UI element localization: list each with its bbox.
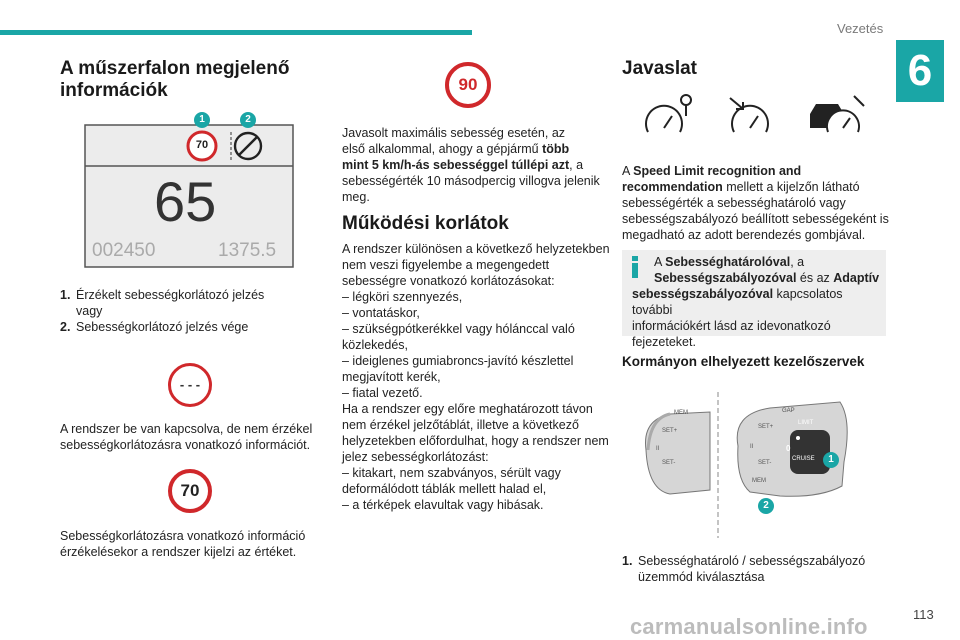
stalk-right-set-minus: SET- (758, 460, 772, 466)
steering-stalk-illustration (640, 390, 866, 540)
col1-title-line2: információk (60, 80, 168, 101)
legend-list (60, 287, 300, 335)
stalk-left-set-minus: SET- (662, 460, 676, 466)
cruise-control-icon (730, 98, 768, 132)
stalk-zero-label: 0 (786, 444, 791, 453)
info-box-text: A Sebességhatárolóval, a Sebességszabályozóval és az Adaptív sebességszabályozóval kapcsolatos további információkért lásd az idevonatkozó fejezeteket. (632, 255, 880, 349)
stalk-right-pause: II (750, 444, 754, 450)
instrument-display-illustration (84, 110, 294, 270)
callout-badge-stalk-2: 2 (758, 498, 774, 514)
display-odometer: 002450 (92, 240, 156, 261)
function-icons-row (642, 92, 872, 140)
stalk-left-mem: MEM (674, 410, 688, 416)
speed-limit-70-sign-icon: 70 (168, 469, 212, 513)
watermark: carmanualsonline.info (630, 614, 868, 639)
legend-item-2: 2. Sebességkorlátozó jelzés vége (60, 320, 249, 334)
header-accent-bar (0, 30, 472, 35)
no-limit-detected-icon: - - - (168, 363, 212, 407)
stalk-right-set-plus: SET+ (758, 424, 774, 430)
col2-para1: Javasolt maximális sebesség esetén, az első alkalommal, ahogy a gépjármű több mint 5 km/h-ás sebességgel túllépi azt, a sebességérték 10 másodpercig villogva jelenik meg. (342, 126, 600, 204)
display-trip: 1375.5 (218, 240, 277, 261)
info-box (622, 250, 886, 349)
legend-item-1: 1. Érzékelt sebességkorlátozó jelzés vagy (60, 288, 265, 318)
stalk-limit-label: LIMIT (798, 420, 814, 426)
recommendation-text: A Speed Limit recognition and recommendation mellett a kijelzőn látható sebességérték a sebességhatároló vagy sebességszabályozó beállított sebességeként is megadható az adott berendezés gombjával. (622, 164, 889, 242)
adaptive-cruise-control-icon (810, 96, 864, 132)
callout-badge-1: 1 (194, 112, 210, 128)
stalk-cruise-label: CRUISE (792, 456, 815, 462)
section-title: Vezetés (837, 21, 884, 36)
col1-para1: A rendszer be van kapcsolva, de nem érzékel sebességkorlátozásra vonatkozó információt. (60, 422, 313, 452)
operating-limits-heading: Működési korlátok (342, 213, 509, 234)
col1-title-line1: A műszerfalon megjelenő (60, 58, 290, 79)
recommendation-heading: Javaslat (622, 58, 698, 79)
page-number: 113 (913, 607, 934, 622)
col1-title (60, 58, 289, 102)
stalk-left-set-plus: SET+ (662, 428, 678, 434)
callout-badge-stalk-1: 1 (823, 452, 839, 468)
col1-para2: Sebességkorlátozásra vonatkozó információ érzékelésekor a rendszer kijelzi az értéket. (60, 529, 306, 559)
stalk-left-pause: II (656, 446, 660, 452)
recommended-speed-90-sign-icon: 90 (445, 62, 491, 108)
steering-controls-item-1: 1. Sebességhatároló / sebességszabályozó üzemmód kiválasztása (622, 554, 866, 584)
steering-controls-heading: Kormányon elhelyezett kezelőszervek (622, 354, 865, 369)
speed-limiter-icon (646, 95, 691, 132)
stalk-right-mem: MEM (752, 478, 766, 484)
operating-limits-text: A rendszer különösen a következő helyzetekben nem veszi figyelembe a megengedett sebességre vonatkozó korlátozásokat: – légköri szennyezés, – vontatáskor, – szükségpótkerékkel vagy hólánccal való közlekedés, – ideiglenes gumiabroncs-javító készlettel megjavított kerék, – fiatal vezető. Ha a rendszer egy előre meghatározott távon nem érzékel jelzőtáblát, illetve a következő helyzetekben előfordulhat, hogy a rendszer nem jelez sebességkorlátozást: – kitakart, nem szabványos, sérült vagy deformálódott táblák mellett halad el, – a térképek elavultak vagy hibásak. (342, 242, 610, 512)
display-limit-value: 70 (195, 139, 209, 151)
display-speed: 65 (154, 170, 217, 233)
stalk-gap-label: GAP (782, 408, 795, 414)
chapter-number: 6 (896, 40, 944, 102)
callout-badge-2: 2 (240, 112, 256, 128)
